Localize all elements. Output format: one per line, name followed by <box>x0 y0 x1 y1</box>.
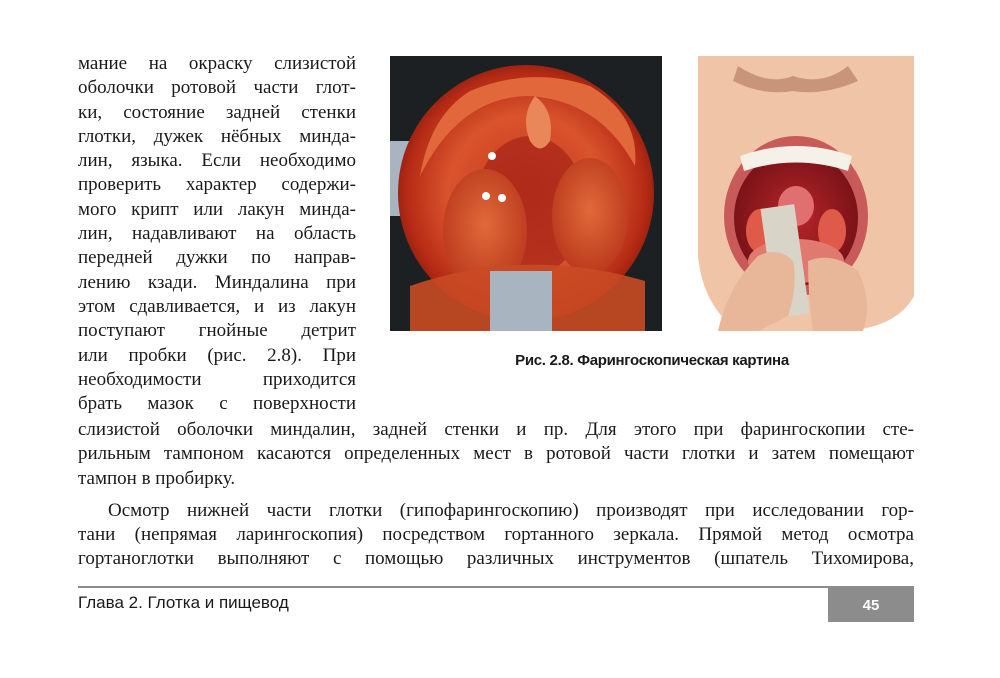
page-number-badge <box>828 588 914 622</box>
text-line: этом сдавливается, и из лакун <box>78 295 356 317</box>
text-line: Осмотр нижней части глотки (гипофарингоскопию) производят при исследовании гор- <box>108 499 914 521</box>
text-line: мого крипт или лакун минда- <box>78 198 356 220</box>
footer-divider <box>78 586 914 588</box>
text-line: или пробки (рис. 2.8). При <box>78 344 356 366</box>
text-line: проверить характер содержи- <box>78 174 356 196</box>
text-line: лин, языка. Если необходимо <box>78 150 356 172</box>
text-line: ки, состояние задней стенки <box>78 101 356 123</box>
text-line: рильным тампоном касаются определенных мест в ротовой части глотки и затем помещают <box>78 443 914 465</box>
text-line: слизистой оболочки миндалин, задней стенки и пр. Для этого при фарингоскопии сте- <box>78 419 914 440</box>
text-line: глотки, дужек нёбных минда- <box>78 125 356 147</box>
text-line: оболочки ротовой части глот- <box>78 77 356 99</box>
text-line: мание на окраску слизистой <box>78 53 356 74</box>
pharyngoscopy-endoscopic-image <box>390 56 662 331</box>
body-text-column <box>78 52 356 416</box>
text-line: тампон в пробирку. <box>78 467 236 489</box>
text-line: передней дужки по направ- <box>78 247 356 269</box>
open-mouth-illustration <box>698 56 914 331</box>
text-line: гортаноглотки выполняют с помощью различных инструментов (шпатель Тихомирова, <box>78 548 914 570</box>
body-text-full-width <box>78 418 914 572</box>
text-line: необходимости приходится <box>78 368 356 390</box>
text-line: лению кзади. Миндалина при <box>78 271 356 293</box>
text-line: тани (непрямая ларингоскопия) посредством гортанного зеркала. Прямой метод осмотра <box>78 524 914 546</box>
text-line: поступают гнойные детрит <box>78 320 356 342</box>
chapter-title: Глава 2. Глотка и пищевод <box>78 593 289 612</box>
figure-caption: Рис. 2.8. Фарингоскопическая картина <box>515 352 789 369</box>
text-line: лин, надавливают на область <box>78 223 356 245</box>
page-number: 45 <box>862 596 880 614</box>
text-line: брать мазок с поверхности <box>78 393 356 415</box>
